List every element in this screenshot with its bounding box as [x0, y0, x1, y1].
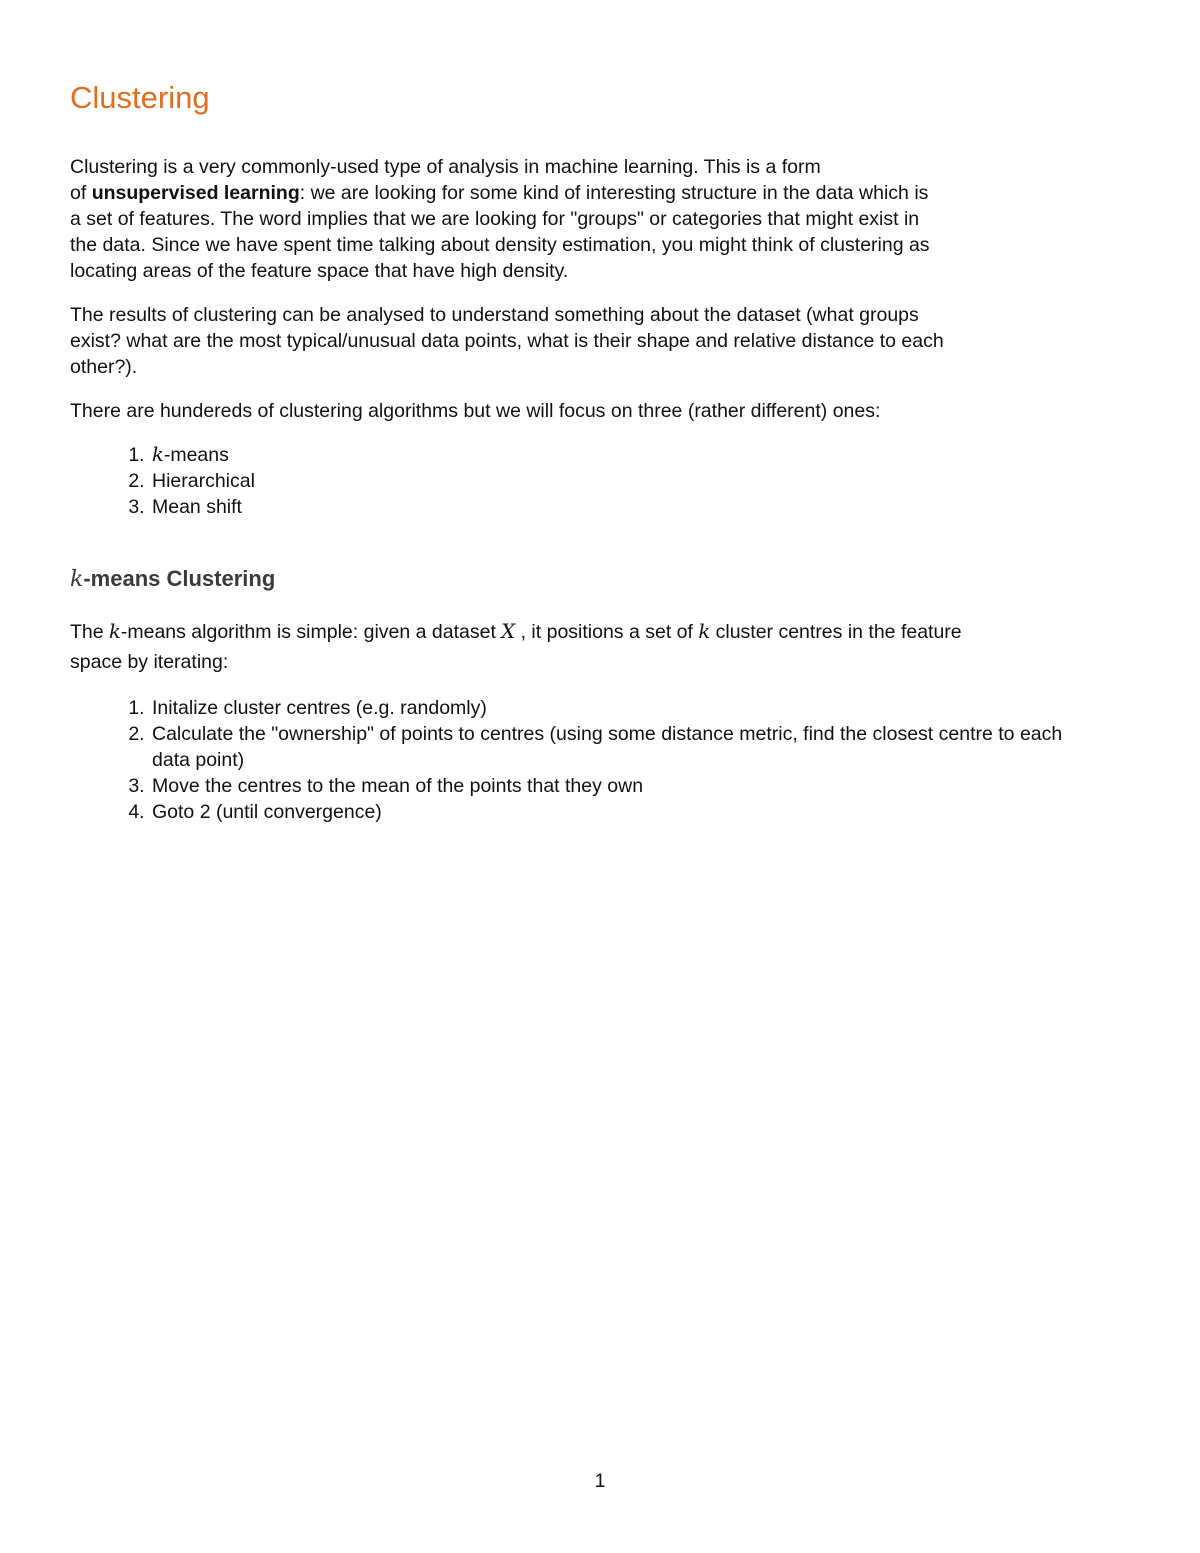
- intro-line-1: Clustering is a very commonly-used type of analysis in machine learning. This is a form: [70, 156, 821, 178]
- kmeans-heading-text: -means Clustering: [83, 566, 276, 591]
- document-page: [70, 78, 1130, 843]
- list-item: 2. Hierarchical: [150, 468, 1130, 494]
- results-line-3: other?).: [70, 356, 138, 378]
- results-paragraph: [70, 302, 1130, 380]
- list-item: [150, 442, 1130, 468]
- list-item: 1. Initalize cluster centres (e.g. randomly): [150, 695, 1130, 721]
- kmeans-text-3: , it positions a set of: [515, 621, 699, 643]
- results-line-1: The results of clustering can be analysed to understand something about the dataset (what groups: [70, 304, 919, 326]
- kmeans-section-heading: [70, 564, 1130, 595]
- intro-paragraph: [70, 154, 1130, 284]
- intro-line-2: [70, 180, 1130, 206]
- list-item: 2. Calculate the "ownership" of points to centres (using some distance metric, find the closest centre to each data point): [150, 721, 1130, 773]
- k-symbol: k: [152, 443, 164, 466]
- k-symbol: k: [698, 620, 711, 643]
- dataset-x-symbol: X: [501, 620, 516, 643]
- list-item: 3. Mean shift: [150, 494, 1130, 520]
- kmeans-description: [70, 617, 1130, 677]
- kmeans-text-1: The: [70, 621, 110, 643]
- intro-line-4: the data. Since we have spent time talking about density estimation, you might think of clustering as: [70, 234, 930, 256]
- algorithms-list: [70, 442, 1130, 520]
- page-number: 1: [594, 1470, 606, 1492]
- results-line-2: exist? what are the most typical/unusual data points, what is their shape and relative distance to each: [70, 330, 944, 352]
- kmeans-text-2: -means algorithm is simple: given a dataset: [120, 621, 502, 643]
- kmeans-line-2: space by iterating:: [70, 651, 229, 673]
- unsupervised-learning-term: unsupervised learning: [91, 182, 300, 204]
- kmeans-steps-list: [70, 695, 1130, 825]
- algorithms-intro: There are hundereds of clustering algorithms but we will focus on three (rather different) ones:: [70, 400, 881, 422]
- intro-line-2-pre: of: [70, 182, 92, 204]
- list-item: 4. Goto 2 (until convergence): [150, 799, 1130, 825]
- kmeans-line-1: [70, 617, 1130, 647]
- k-symbol: k: [109, 620, 121, 643]
- intro-line-2-post: : we are looking for some kind of interesting structure in the data which is: [299, 182, 929, 204]
- kmeans-text-4: cluster centres in the feature: [710, 621, 962, 643]
- page-title: Clustering: [70, 80, 210, 115]
- list-item: 3. Move the centres to the mean of the points that they own: [150, 773, 1130, 799]
- k-symbol: k: [70, 567, 84, 592]
- intro-line-5: locating areas of the feature space that have high density.: [70, 260, 569, 282]
- intro-line-3: a set of features. The word implies that we are looking for "groups" or categories that might exist in: [70, 208, 920, 230]
- algorithm-kmeans-label: -means: [163, 444, 229, 466]
